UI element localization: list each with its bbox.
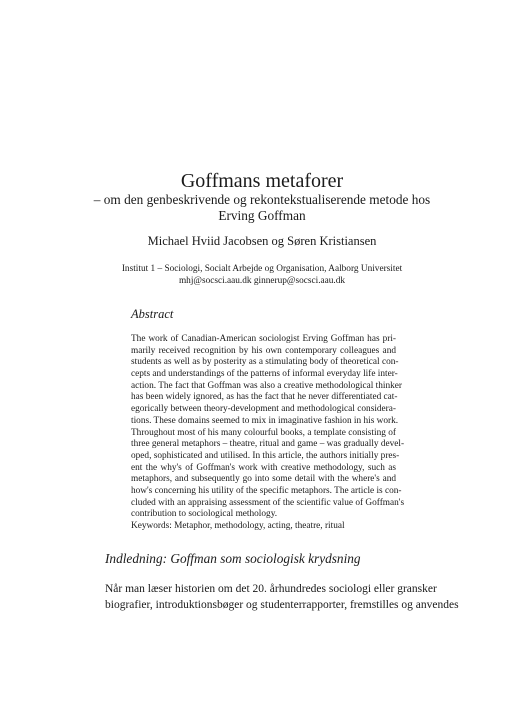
abstract-line: cluded with an appraising assessment of the scientific value of Goffman's <box>131 497 405 508</box>
abstract-line: cepts and understandings of the patterns of informal everyday life inter- <box>131 369 398 380</box>
abstract-line: The work of Canadian-American sociologist Erving Goffman has pri- <box>131 334 396 344</box>
body-line: biografier, introduktionsbøger og studenterrapporter, fremstilles og anvendes <box>105 599 459 611</box>
paper-title: Goffmans metaforer <box>180 170 344 192</box>
abstract-line: three general metaphors – theatre, ritual and game – was gradually devel- <box>131 439 405 450</box>
emails: mhj@socsci.aau.dk ginnerup@socsci.aau.dk <box>178 276 346 286</box>
abstract-line: action. The fact that Goffman was also a creative methodological thinker <box>131 380 402 391</box>
abstract-body <box>131 334 405 521</box>
paper-subtitle <box>90 192 434 224</box>
abstract-heading: Abstract <box>131 307 174 321</box>
body-line: Når man læser historien om det 20. århundredes sociologi eller gransker <box>105 583 437 595</box>
subtitle-line: Erving Goffman <box>218 208 306 223</box>
section-heading: Indledning: Goffman som sociologisk krydsning <box>105 551 361 566</box>
abstract-line: Throughout most of his many colourful books, a template consisting of <box>131 427 396 438</box>
affiliation: Institut 1 – Sociologi, Socialt Arbejde og Organisation, Aalborg Universitet <box>121 264 403 274</box>
keywords: Keywords: Metaphor, methodology, acting, theatre, ritual <box>131 521 345 531</box>
abstract-line: students as well as by posterity as a stimulating body of theoretical con- <box>131 357 399 368</box>
abstract-line: ent the why's of Goffman's work with creative methodology, such as <box>131 462 396 473</box>
body-text <box>105 581 459 613</box>
abstract-line: metaphors, and subsequently go into some detail with the where's and <box>131 474 396 485</box>
abstract-line: tions. These domains seemed to mix in imaginative fashion in his work. <box>131 415 399 426</box>
abstract-line: oped, sophisticated and utilised. In this article, the authors initially pres- <box>131 450 400 461</box>
abstract-line: has been widely ignored, as has the fact that he never differentiated cat- <box>131 392 398 403</box>
authors: Michael Hviid Jacobsen og Søren Kristiansen <box>147 234 377 248</box>
abstract-line: marily received recognition by his own contemporary colleagues and <box>131 345 396 356</box>
abstract-line: how's concerning his utility of the specific metaphors. The article is con- <box>131 485 402 496</box>
abstract-line: contribution to sociological methology. <box>131 509 278 520</box>
subtitle-line: – om den genbeskrivende og rekontekstualiserende metode hos <box>93 192 431 207</box>
abstract-line: egorically between theory-development and methodological considera- <box>131 404 396 415</box>
